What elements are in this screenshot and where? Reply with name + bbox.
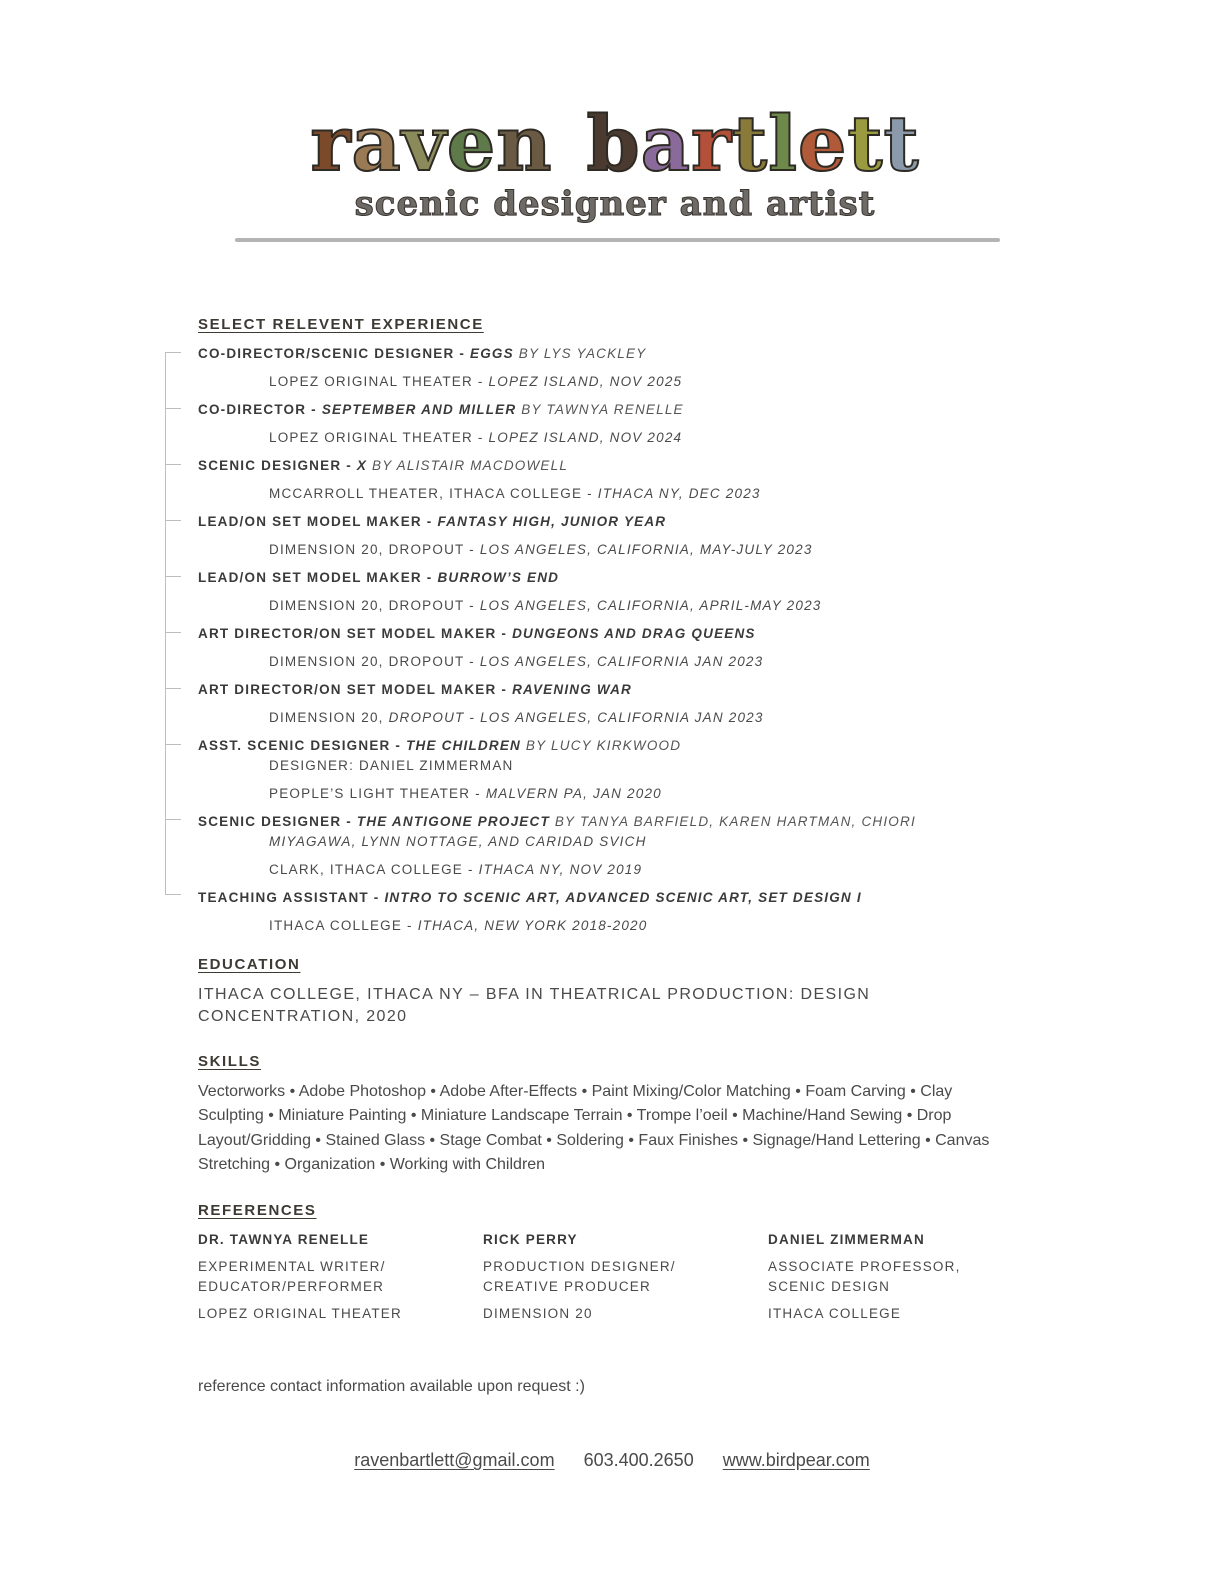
exp-by: BY LYS YACKLEY <box>513 346 647 361</box>
logo-letter: e <box>446 99 497 188</box>
exp-role: SCENIC DESIGNER - <box>198 814 357 829</box>
header-divider <box>235 238 1000 242</box>
reference-card <box>198 1230 468 1324</box>
timeline-bracket <box>165 352 166 894</box>
exp-location: LOS ANGELES, CALIFORNIA, MAY-JULY 2023 <box>479 542 813 557</box>
exp-show: SEPTEMBER AND MILLER <box>321 402 517 417</box>
reference-title: PRODUCTION DESIGNER/ <box>483 1259 676 1274</box>
exp-role: ART DIRECTOR/ON SET MODEL MAKER - <box>198 682 513 697</box>
timeline-tick <box>165 744 181 745</box>
timeline-tick <box>165 688 181 689</box>
exp-show: FANTASY HIGH, JUNIOR YEAR <box>437 514 667 529</box>
exp-venue-line <box>198 860 1078 880</box>
timeline-tick <box>165 408 181 409</box>
exp-authors-continued: MIYAGAWA, LYNN NOTTAGE, AND CARIDAD SVICH <box>269 834 647 849</box>
reference-org: DIMENSION 20 <box>483 1306 593 1321</box>
exp-by: BY TAWNYA RENELLE <box>516 402 684 417</box>
experience-item <box>198 736 1078 804</box>
exp-by: BY TANYA BARFIELD, KAREN HARTMAN, CHIORI <box>549 814 916 829</box>
exp-role: LEAD/ON SET MODEL MAKER - <box>198 514 438 529</box>
exp-show: BURROW’S END <box>437 570 560 585</box>
logo-letter: a <box>351 99 402 188</box>
reference-title: CREATIVE PRODUCER <box>483 1279 651 1294</box>
reference-org: ITHACA COLLEGE <box>768 1306 902 1321</box>
exp-venue-line <box>198 428 1078 448</box>
reference-name: DANIEL ZIMMERMAN <box>768 1232 925 1247</box>
education-heading: EDUCATION <box>198 956 301 973</box>
timeline-tick <box>165 352 181 353</box>
education-text: ITHACA COLLEGE, ITHACA NY – BFA IN THEATRICAL PRODUCTION: DESIGN CONCENTRATION, 2020 <box>198 986 871 1025</box>
exp-venue: ITHACA COLLEGE - <box>269 918 418 933</box>
reference-title: SCENIC DESIGN <box>768 1279 891 1294</box>
logo-letter: b <box>586 99 641 188</box>
exp-venue-line <box>198 540 1078 560</box>
exp-role: ART DIRECTOR/ON SET MODEL MAKER - <box>198 626 513 641</box>
resume-logo <box>230 100 1000 226</box>
reference-card <box>768 1230 1038 1324</box>
exp-venue-line <box>198 784 1078 804</box>
reference-note: reference contact information available upon request :) <box>198 1378 585 1395</box>
exp-venue: DIMENSION 20, DROPOUT - <box>269 542 480 557</box>
experience-item <box>198 624 1078 672</box>
exp-show: INTRO TO SCENIC ART, ADVANCED SCENIC ART, SET DESIGN I <box>384 890 862 905</box>
exp-show: EGGS <box>470 346 514 361</box>
experience-item <box>198 400 1078 448</box>
references-heading: REFERENCES <box>198 1202 317 1219</box>
skills-heading: SKILLS <box>198 1053 261 1070</box>
reference-name: RICK PERRY <box>483 1232 578 1247</box>
exp-show: RAVENING WAR <box>512 682 632 697</box>
exp-show: X <box>356 458 368 473</box>
logo-letter: r <box>310 99 352 188</box>
exp-venue-line <box>198 916 1078 936</box>
reference-card <box>483 1230 753 1324</box>
exp-venue: DIMENSION 20, DROPOUT - <box>269 654 480 669</box>
exp-venue: MCCARROLL THEATER, ITHACA COLLEGE - <box>269 486 598 501</box>
experience-item <box>198 812 1078 880</box>
logo-name <box>230 100 1000 188</box>
logo-letter: e <box>797 99 848 188</box>
exp-location: ITHACA, NEW YORK 2018-2020 <box>417 918 648 933</box>
exp-designer-line: DESIGNER: DANIEL ZIMMERMAN <box>269 758 514 773</box>
timeline-tick <box>165 894 181 895</box>
exp-location: LOPEZ ISLAND, NOV 2024 <box>488 430 683 445</box>
experience-list <box>198 344 1078 936</box>
exp-by: BY LUCY KIRKWOOD <box>520 738 682 753</box>
exp-venue-line <box>198 372 1078 392</box>
exp-venue-line <box>198 596 1078 616</box>
exp-venue: DIMENSION 20, <box>269 710 389 725</box>
exp-location: LOS ANGELES, CALIFORNIA JAN 2023 <box>479 654 764 669</box>
contact-footer <box>0 1450 1224 1471</box>
exp-location: ITHACA NY, DEC 2023 <box>597 486 761 501</box>
exp-location: ITHACA NY, NOV 2019 <box>478 862 643 877</box>
logo-subtitle: scenic designer and artist <box>354 184 876 224</box>
exp-role: LEAD/ON SET MODEL MAKER - <box>198 570 438 585</box>
timeline-tick <box>165 464 181 465</box>
experience-item <box>198 568 1078 616</box>
experience-item <box>198 888 1078 936</box>
timeline-tick <box>165 819 181 820</box>
exp-venue: PEOPLE’S LIGHT THEATER - <box>269 786 486 801</box>
logo-letter: n <box>496 99 553 188</box>
reference-title: ASSOCIATE PROFESSOR, <box>768 1259 961 1274</box>
exp-location: LOPEZ ISLAND, NOV 2025 <box>488 374 683 389</box>
logo-letter: t <box>731 99 769 188</box>
reference-title: EDUCATOR/PERFORMER <box>198 1279 385 1294</box>
timeline-tick <box>165 576 181 577</box>
exp-role: TEACHING ASSISTANT - <box>198 890 385 905</box>
logo-letter: a <box>640 99 691 188</box>
exp-location: DROPOUT - LOS ANGELES, CALIFORNIA JAN 2023 <box>388 710 764 725</box>
exp-show: THE CHILDREN <box>406 738 521 753</box>
exp-role: SCENIC DESIGNER - <box>198 458 357 473</box>
website-link[interactable]: www.birdpear.com <box>722 1450 870 1470</box>
phone-number: 603.400.2650 <box>583 1450 694 1470</box>
reference-org: LOPEZ ORIGINAL THEATER <box>198 1306 402 1321</box>
exp-venue: DIMENSION 20, DROPOUT - <box>269 598 480 613</box>
timeline-tick <box>165 632 181 633</box>
exp-venue: LOPEZ ORIGINAL THEATER - <box>269 374 489 389</box>
logo-letter: t <box>847 99 884 188</box>
exp-by: BY ALISTAIR MACDOWELL <box>367 458 569 473</box>
experience-item <box>198 344 1078 392</box>
email-link[interactable]: ravenbartlett@gmail.com <box>354 1450 555 1470</box>
experience-heading: SELECT RELEVENT EXPERIENCE <box>198 316 484 333</box>
exp-venue: LOPEZ ORIGINAL THEATER - <box>269 430 489 445</box>
reference-name: DR. TAWNYA RENELLE <box>198 1232 370 1247</box>
exp-role: CO-DIRECTOR - <box>198 402 322 417</box>
experience-item <box>198 456 1078 504</box>
logo-letter: r <box>690 99 732 188</box>
logo-letter: t <box>883 99 920 188</box>
reference-title: EXPERIMENTAL WRITER/ <box>198 1259 386 1274</box>
experience-item <box>198 680 1078 728</box>
exp-location: LOS ANGELES, CALIFORNIA, APRIL-MAY 2023 <box>479 598 822 613</box>
exp-venue: CLARK, ITHACA COLLEGE - <box>269 862 479 877</box>
exp-venue-line <box>198 652 1078 672</box>
exp-location: MALVERN PA, JAN 2020 <box>485 786 662 801</box>
exp-show: DUNGEONS AND DRAG QUEENS <box>512 626 756 641</box>
exp-show: THE ANTIGONE PROJECT <box>356 814 550 829</box>
logo-letter: l <box>768 99 798 188</box>
exp-role: CO-DIRECTOR/SCENIC DESIGNER - <box>198 346 471 361</box>
exp-venue-line <box>198 708 1078 728</box>
exp-role: ASST. SCENIC DESIGNER - <box>198 738 407 753</box>
skills-text: Vectorworks • Adobe Photoshop • Adobe After-Effects • Paint Mixing/Color Matching • Foam Carving • Clay Sculpting • Miniature Painting • Miniature Landscape Terrain • Trompe l’oeil • Machine/Hand Sewing • Drop Layout/Gridding • Stained Glass • Stage Combat • Soldering • Faux Finishes • Signage/Hand Lettering • Canvas Stretching • Organization • Working with Children <box>198 1083 990 1173</box>
exp-venue-line <box>198 484 1078 504</box>
logo-letter: v <box>401 99 447 188</box>
timeline-tick <box>165 520 181 521</box>
experience-item <box>198 512 1078 560</box>
